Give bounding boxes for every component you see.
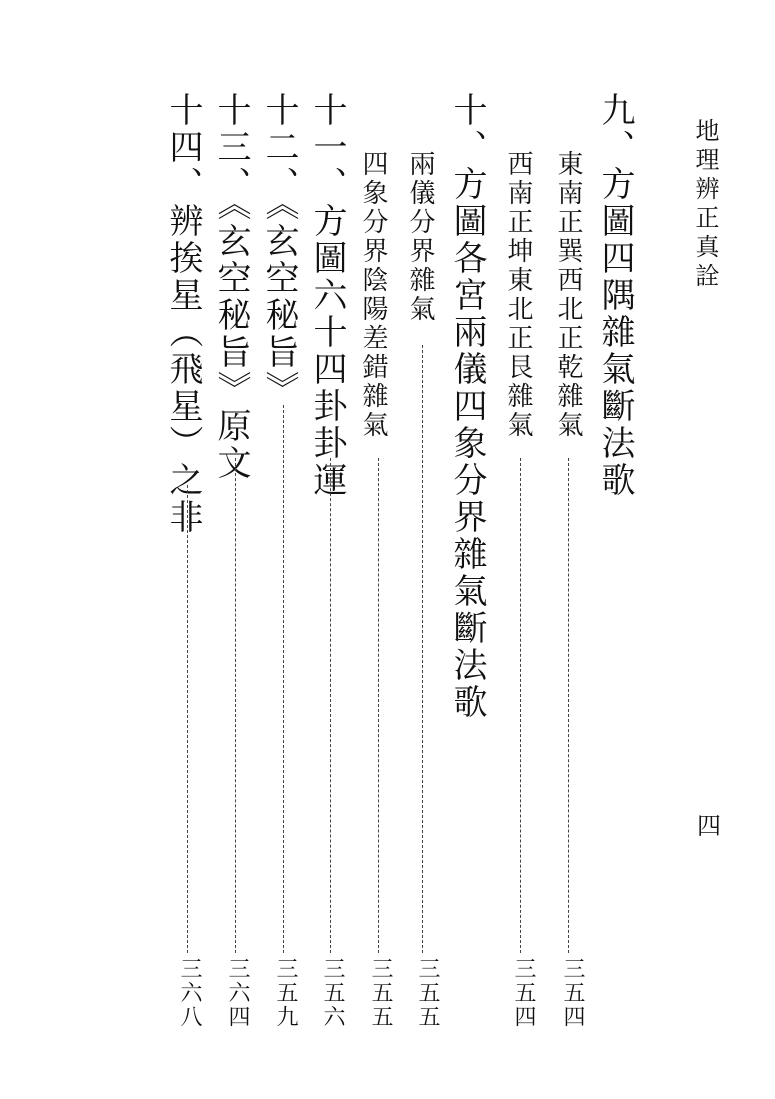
toc-subentry-title: 兩儀分界雜氣 (405, 150, 435, 324)
page-number: 三五九 (273, 957, 298, 1029)
page-number: 三五四 (511, 957, 536, 1029)
toc-subentry-title: 東南正巽西北正乾雜氣 (553, 150, 583, 440)
dotted-leader (422, 345, 423, 953)
dotted-leader (235, 458, 236, 953)
toc-entry-title: 十四、辨挨星（飛星）之非 (163, 92, 203, 536)
page-number: 三五六 (320, 957, 345, 1029)
toc-entry-title: 十二、《玄空秘旨》 (259, 92, 299, 408)
book-title: 地理辨正真詮 (691, 118, 719, 292)
dotted-leader (283, 405, 284, 953)
page-number: 三六四 (225, 957, 250, 1029)
page-number: 三五四 (560, 957, 585, 1029)
dotted-leader (330, 458, 331, 953)
folio-number: 四 (697, 812, 721, 840)
page-number: 三六八 (177, 957, 202, 1029)
page-number: 三五五 (368, 957, 393, 1029)
dotted-leader (520, 458, 521, 953)
page-number: 三五五 (415, 957, 440, 1029)
dotted-leader (187, 485, 188, 953)
toc-entry-title: 十、方圖各宮兩儀四象分界雜氣斷法歌 (447, 92, 487, 721)
dotted-leader (568, 458, 569, 953)
toc-subentry-title: 四象分界陰陽差錯雜氣 (358, 150, 388, 440)
toc-entry-title: 十一、方圖六十四卦卦運 (307, 92, 347, 499)
dotted-leader (378, 458, 379, 953)
toc-entry-title: 九、方圖四隅雜氣斷法歌 (595, 92, 635, 499)
toc-entry-title: 十三、《玄空秘旨》原文 (211, 92, 251, 482)
toc-subentry-title: 西南正坤東北正艮雜氣 (503, 150, 533, 440)
